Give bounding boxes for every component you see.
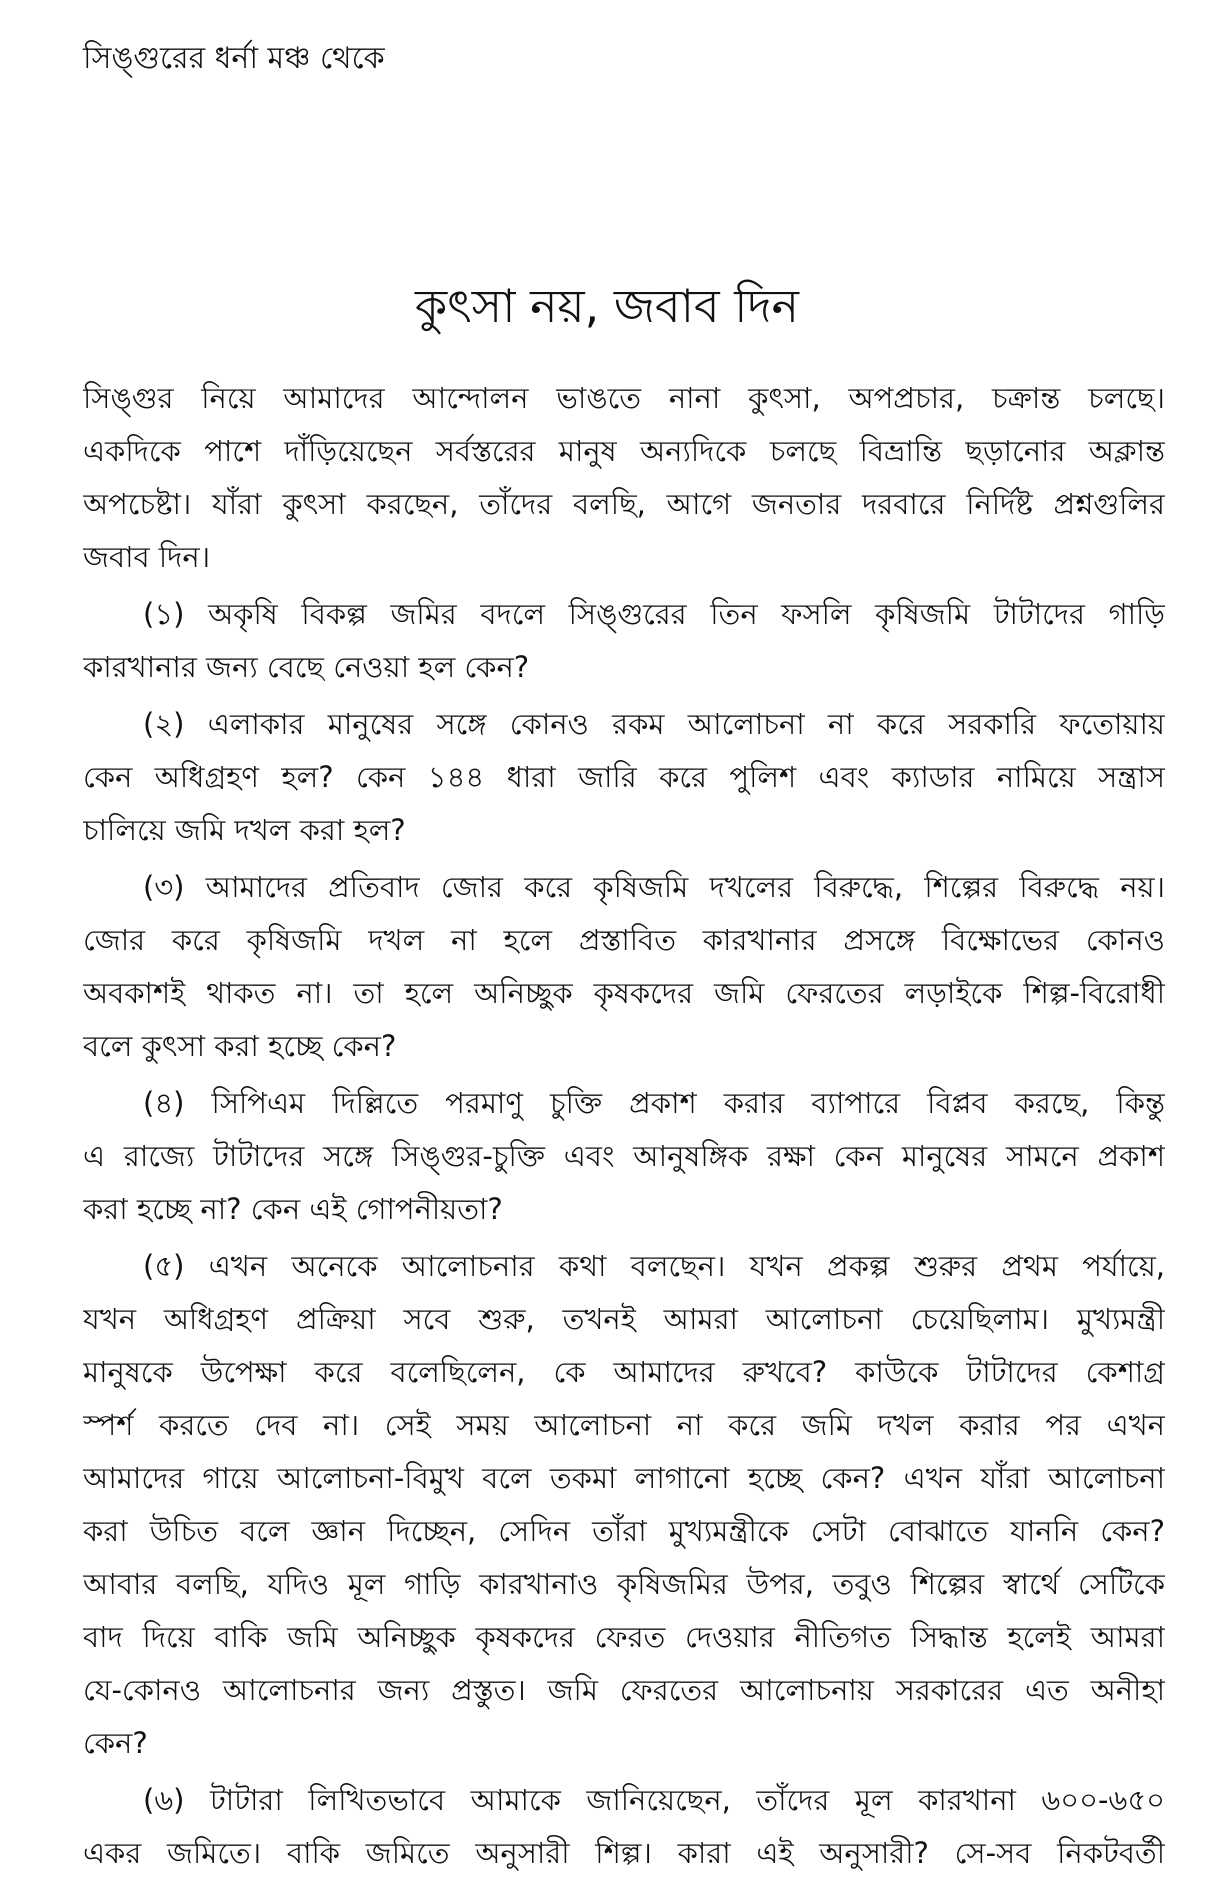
text-line: একদিকে পাশে দাঁড়িয়েছেন সর্বস্তরের মানুষ অন্যদিকে চলছে বিভ্রান্তি ছড়ানোর অক্লান্ত bbox=[83, 434, 1165, 468]
text-line: কেন অধিগ্রহণ হল? কেন ১৪৪ ধারা জারি করে পুলিশ এবং ক্যাডার নামিয়ে সন্ত্রাস bbox=[83, 760, 1165, 794]
text-line: (৫) এখন অনেকে আলোচনার কথা বলছেন। যখন প্রকল্প শুরুর প্রথম পর্যায়ে, bbox=[143, 1249, 1165, 1283]
text-line: একর জমিতে। বাকি জমিতে অনুসারী শিল্প। কারা এই অনুসারী? সে-সব নিকটবর্তী bbox=[83, 1836, 1165, 1870]
question-paragraph bbox=[83, 1774, 1165, 1880]
text-line: (৬) টাটারা লিখিতভাবে আমাকে জানিয়েছেন, তাঁদের মূল কারখানা ৬০০-৬৫০ bbox=[143, 1783, 1165, 1817]
text-line: যখন অধিগ্রহণ প্রক্রিয়া সবে শুরু, তখনই আমরা আলোচনা চেয়েছিলাম। মুখ্যমন্ত্রী bbox=[83, 1302, 1165, 1336]
text-line: কারখানার জন্য বেছে নেওয়া হল কেন? bbox=[83, 650, 530, 684]
text-line: করা উচিত বলে জ্ঞান দিচ্ছেন, সেদিন তাঁরা মুখ্যমন্ত্রীকে সেটা বোঝাতে যাননি কেন? bbox=[83, 1514, 1165, 1548]
text-line: (২) এলাকার মানুষের সঙ্গে কোনও রকম আলোচনা না করে সরকারি ফতোয়ায় bbox=[143, 707, 1165, 741]
running-header: সিঙ্গুরের ধর্না মঞ্চ থেকে bbox=[83, 41, 385, 76]
text-line: অপচেষ্টা। যাঁরা কুৎসা করছেন, তাঁদের বলছি, আগে জনতার দরবারে নির্দিষ্ট প্রশ্নগুলির bbox=[83, 487, 1165, 521]
text-line: (১) অকৃষি বিকল্প জমির বদলে সিঙ্গুরের তিন ফসলি কৃষিজমি টাটাদের গাড়ি bbox=[143, 597, 1165, 631]
intro-paragraph bbox=[83, 372, 1165, 584]
text-line: (৩) আমাদের প্রতিবাদ জোর করে কৃষিজমি দখলের বিরুদ্ধে, শিল্পের বিরুদ্ধে নয়। bbox=[143, 870, 1165, 904]
text-line: স্পর্শ করতে দেব না। সেই সময় আলোচনা না করে জমি দখল করার পর এখন bbox=[83, 1408, 1165, 1442]
question-paragraph bbox=[83, 588, 1165, 694]
text-line: এ রাজ্যে টাটাদের সঙ্গে সিঙ্গুর-চুক্তি এবং আনুষঙ্গিক রক্ষা কেন মানুষের সামনে প্রকাশ bbox=[83, 1139, 1165, 1173]
article-title: কুৎসা নয়, জবাব দিন bbox=[414, 279, 800, 333]
text-line: মানুষকে উপেক্ষা করে বলেছিলেন, কে আমাদের রুখবে? কাউকে টাটাদের কেশাগ্র bbox=[83, 1355, 1165, 1389]
question-paragraph bbox=[83, 1077, 1165, 1236]
text-line: আবার বলছি, যদিও মূল গাড়ি কারখানাও কৃষিজমির উপর, তবুও শিল্পের স্বার্থে সেটিকে bbox=[83, 1567, 1165, 1601]
text-line: বাদ দিয়ে বাকি জমি অনিচ্ছুক কৃষকদের ফেরত দেওয়ার নীতিগত সিদ্ধান্ত হলেই আমরা bbox=[83, 1620, 1165, 1654]
text-line: বলে কুৎসা করা হচ্ছে কেন? bbox=[83, 1029, 397, 1063]
text-line: করা হচ্ছে না? কেন এই গোপনীয়তা? bbox=[83, 1192, 503, 1226]
text-line: কেন? bbox=[83, 1726, 148, 1760]
text-line: অবকাশই থাকত না। তা হলে অনিচ্ছুক কৃষকদের জমি ফেরতের লড়াইকে শিল্প-বিরোধী bbox=[83, 976, 1165, 1010]
question-paragraph bbox=[83, 861, 1165, 1073]
article-body bbox=[83, 372, 1165, 1884]
question-paragraph bbox=[83, 698, 1165, 857]
text-line: চালিয়ে জমি দখল করা হল? bbox=[83, 813, 406, 847]
text-line: আমাদের গায়ে আলোচনা-বিমুখ বলে তকমা লাগানো হচ্ছে কেন? এখন যাঁরা আলোচনা bbox=[83, 1461, 1165, 1495]
question-paragraph bbox=[83, 1240, 1165, 1770]
text-line: সিঙ্গুর নিয়ে আমাদের আন্দোলন ভাঙতে নানা কুৎসা, অপপ্রচার, চক্রান্ত চলছে। bbox=[83, 381, 1165, 415]
text-line: জোর করে কৃষিজমি দখল না হলে প্রস্তাবিত কারখানার প্রসঙ্গে বিক্ষোভের কোনও bbox=[83, 923, 1165, 957]
text-line: জবাব দিন। bbox=[83, 540, 211, 574]
text-line: যে-কোনও আলোচনার জন্য প্রস্তুত। জমি ফেরতের আলোচনায় সরকারের এত অনীহা bbox=[83, 1673, 1165, 1707]
text-line: (৪) সিপিএম দিল্লিতে পরমাণু চুক্তি প্রকাশ করার ব্যাপারে বিপ্লব করছে, কিন্তু bbox=[143, 1086, 1165, 1120]
